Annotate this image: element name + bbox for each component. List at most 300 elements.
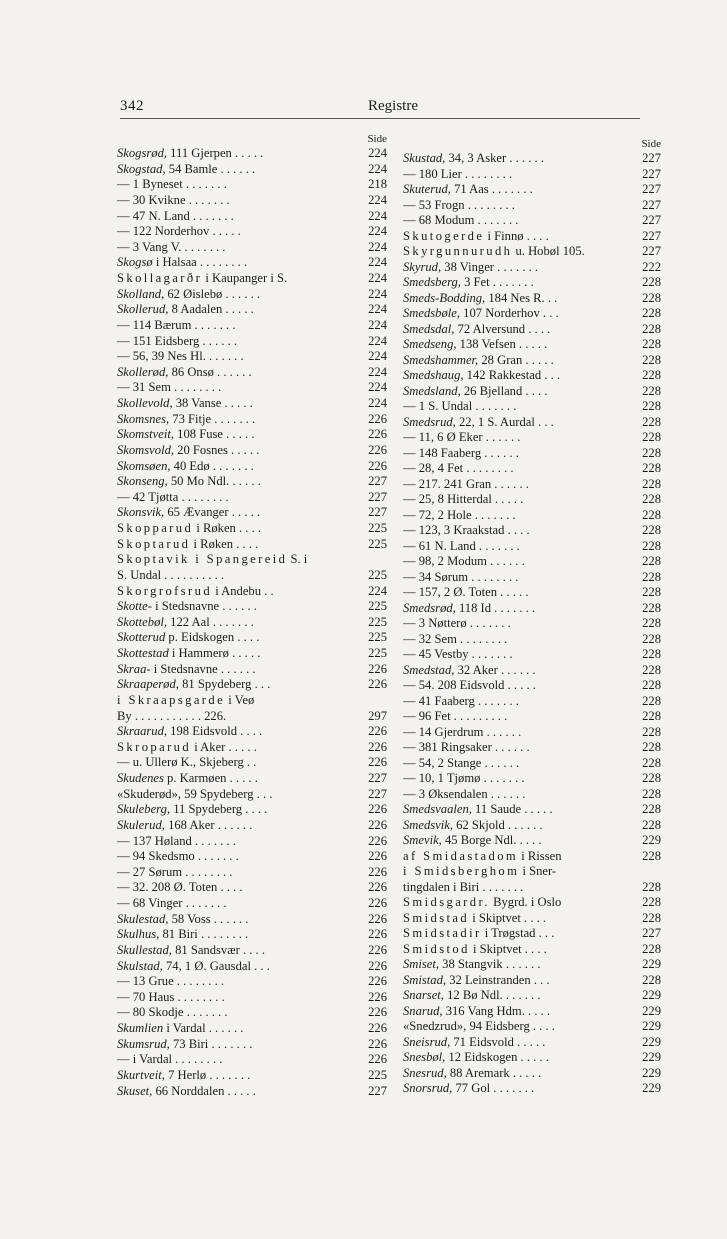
entry-page: 227	[368, 786, 387, 801]
index-entry	[117, 630, 387, 646]
entry-detail: — 3 Øksendalen . . . . . .	[403, 786, 526, 801]
entry-page: 228	[642, 941, 661, 956]
index-entry	[117, 380, 387, 396]
entry-detail: 32 Leinstranden . . .	[446, 972, 550, 987]
entry-text	[403, 1019, 661, 1035]
entry-name: Skotte-	[117, 599, 152, 614]
side-column-label: Side	[367, 133, 387, 145]
entry-detail: i Røken . . . .	[190, 536, 259, 551]
entry-detail: — 381 Ringsaker . . . . . .	[403, 740, 530, 754]
entry-page: 229	[642, 1003, 661, 1018]
entry-detail: — 54. 208 Eidsvold . . . . .	[403, 678, 536, 692]
index-entry	[117, 443, 387, 459]
index-entry	[403, 616, 661, 632]
header-rule	[120, 118, 640, 119]
entry-page: 228	[642, 848, 661, 863]
entry-detail: 142 Rakkestad . . .	[463, 368, 561, 382]
entry-detail: 11 Saude . . . . .	[471, 802, 553, 816]
entry-page: 226	[368, 942, 387, 957]
entry-page: 226	[368, 958, 387, 973]
entry-name: Skomsnes,	[117, 411, 170, 426]
entry-page: 226	[368, 911, 387, 926]
entry-detail: i Skiptvet . . . .	[469, 941, 547, 956]
index-entry	[117, 427, 387, 443]
entry-page: 228	[642, 569, 661, 584]
entry-page: 224	[368, 192, 387, 207]
entry-page: 228	[642, 709, 661, 723]
entry-text	[403, 585, 661, 601]
entry-text	[117, 568, 387, 584]
entry-page: 228	[642, 476, 661, 491]
entry-text	[117, 334, 387, 350]
entry-name: Skulstad,	[117, 958, 163, 973]
index-entry	[403, 725, 661, 741]
entry-text	[117, 677, 387, 693]
entry-detail: — 157, 2 Ø. Toten . . . . .	[403, 585, 529, 599]
entry-detail: 86 Onsø . . . . . .	[168, 364, 252, 379]
entry-text	[117, 802, 387, 818]
entry-detail: i Trøgstad . . .	[481, 926, 555, 940]
entry-text	[403, 864, 661, 880]
entry-detail: S. i	[287, 552, 308, 567]
entry-name: Smedsdal,	[403, 321, 455, 336]
entry-text	[117, 255, 387, 271]
entry-detail: — 25, 8 Hitterdal . . . . .	[403, 492, 524, 506]
entry-page: 224	[368, 333, 387, 348]
index-entry	[117, 974, 387, 990]
entry-page: 224	[368, 224, 387, 239]
entry-detail: 28 Gran . . . . .	[478, 352, 554, 367]
index-entry	[403, 895, 661, 911]
entry-page: 228	[642, 879, 661, 894]
entry-name: Skomstveit,	[117, 427, 175, 442]
index-entry	[117, 834, 387, 850]
index-entry	[403, 198, 661, 214]
index-entry	[403, 275, 661, 291]
entry-detail: i Sner-	[519, 864, 557, 878]
entry-name: Snarud,	[403, 1003, 443, 1018]
entry-text	[117, 880, 387, 896]
entry-text	[403, 368, 661, 384]
entry-text	[403, 399, 661, 415]
index-entry	[403, 709, 661, 725]
index-entry	[403, 756, 661, 772]
entry-detail: i Rissen	[518, 848, 562, 863]
entry-page: 225	[368, 536, 387, 551]
entry-page: 226	[368, 661, 387, 676]
entry-page: 228	[642, 771, 661, 785]
entry-name: Skotterud	[117, 630, 166, 645]
entry-detail: 198 Eidsvold . . . .	[167, 724, 263, 739]
index-entry	[117, 490, 387, 506]
entry-page: 228	[642, 306, 661, 320]
entry-name: Smiset,	[403, 957, 440, 971]
index-entry	[403, 1004, 661, 1020]
entry-detail: — 11, 6 Ø Eker . . . . . .	[403, 430, 521, 444]
entry-text	[117, 490, 387, 506]
entry-text	[117, 302, 387, 318]
entry-detail: 20 Fosnes . . . . .	[174, 442, 260, 457]
index-entry	[403, 973, 661, 989]
index-entry	[117, 849, 387, 865]
entry-page: 226	[368, 724, 387, 739]
entry-detail: S. Undal . . . . . . . . . .	[117, 567, 225, 582]
index-entry	[117, 927, 387, 943]
index-entry	[403, 678, 661, 694]
entry-page: 297	[368, 708, 387, 723]
entry-detail: 168 Aker . . . . . .	[164, 817, 253, 832]
entry-text	[117, 974, 387, 990]
entry-detail: — 45 Vestby . . . . . . .	[403, 647, 513, 661]
entry-detail: — 151 Eidsberg . . . . . .	[117, 333, 238, 348]
entry-name: Skollerud,	[117, 302, 169, 317]
index-entry	[117, 412, 387, 428]
index-entry	[117, 537, 387, 553]
entry-detail: 32 Aker . . . . . .	[454, 662, 536, 677]
entry-name: Skuset,	[117, 1083, 153, 1098]
entry-page: 229	[642, 957, 661, 971]
entry-detail: — 32. 208 Ø. Toten . . . .	[117, 880, 243, 895]
index-entry	[117, 552, 387, 568]
entry-text	[403, 275, 661, 291]
entry-name-spaced: Skopparud	[117, 521, 194, 535]
entry-detail: — 94 Skedsmo . . . . . . .	[117, 849, 239, 864]
entry-page: 227	[642, 926, 661, 940]
entry-name: Snorsrud,	[403, 1081, 453, 1095]
index-entry	[117, 1005, 387, 1021]
index-entry	[403, 322, 661, 338]
entry-page: 226	[368, 974, 387, 989]
index-entry	[117, 365, 387, 381]
entry-detail: i Veø	[225, 692, 255, 707]
entry-text	[117, 162, 387, 178]
index-entry	[403, 585, 661, 601]
entry-text	[403, 306, 661, 322]
index-entry	[117, 209, 387, 225]
entry-page: 224	[368, 396, 387, 410]
index-entry	[403, 430, 661, 446]
entry-detail: — 3 Nøtterø . . . . . . .	[403, 616, 511, 630]
entry-detail: — 98, 2 Modum . . . . . .	[403, 554, 525, 568]
entry-page: 225	[368, 614, 387, 629]
entry-text	[403, 771, 661, 787]
entry-text	[117, 787, 387, 803]
entry-page: 224	[368, 583, 387, 598]
entry-name: Skurtveit,	[117, 1067, 165, 1082]
entry-text	[117, 1037, 387, 1053]
entry-page: 228	[642, 786, 661, 801]
entry-page: 224	[368, 271, 387, 285]
entry-text	[403, 492, 661, 508]
entry-text	[403, 353, 661, 369]
entry-page: 224	[368, 239, 387, 254]
entry-detail: — i Vardal . . . . . . . .	[117, 1052, 223, 1067]
index-entry	[403, 833, 661, 849]
index-entry	[403, 1066, 661, 1082]
entry-detail: 74, 1 Ø. Gausdal . . .	[162, 958, 270, 973]
entry-page: 229	[642, 1034, 661, 1049]
entry-detail: — 80 Skodje . . . . . . .	[117, 1005, 228, 1020]
entry-page: 228	[642, 895, 661, 909]
entry-text	[117, 380, 387, 396]
entry-detail: 88 Aremark . . . . .	[446, 1065, 542, 1080]
entry-detail: u. Hobøl 105.	[512, 244, 585, 258]
entry-detail: — 32 Sem . . . . . . . .	[403, 631, 508, 646]
entry-name: Skolland,	[117, 286, 165, 301]
entry-page: 226	[368, 1052, 387, 1067]
entry-page: 227	[368, 474, 387, 489]
entry-name: Snarset,	[403, 988, 444, 1002]
entry-page: 228	[642, 275, 661, 289]
entry-page: 226	[368, 817, 387, 832]
index-entry	[403, 337, 661, 353]
entry-page: 226	[368, 1036, 387, 1051]
index-entry	[117, 787, 387, 803]
index-entry	[117, 818, 387, 834]
entry-text	[403, 291, 661, 307]
entry-text	[403, 384, 661, 400]
entry-name-spaced: Skorgrofsrud	[117, 583, 213, 598]
entry-detail: — 114 Bærum . . . . . . .	[117, 317, 236, 332]
entry-detail: 65 Ævanger . . . . .	[164, 505, 261, 520]
entry-detail: 77 Gol . . . . . . .	[452, 1081, 535, 1095]
entry-detail: 62 Skjold . . . . . .	[453, 817, 543, 832]
entry-page: 227	[368, 489, 387, 504]
entry-text	[403, 151, 661, 167]
entry-name-spaced: i Smidsberghom	[403, 864, 520, 878]
entry-text	[403, 415, 661, 431]
entry-detail: 38 Vinger . . . . . . .	[441, 259, 539, 274]
entry-detail: — 54, 2 Stange . . . . . .	[403, 755, 520, 770]
entry-detail: 12 Bø Ndl. . . . . . .	[443, 988, 541, 1002]
entry-name: Skottebøl,	[117, 614, 168, 629]
entry-text	[117, 646, 387, 662]
index-entry	[117, 1068, 387, 1084]
entry-text	[117, 818, 387, 834]
entry-page: 225	[368, 646, 387, 660]
index-entry	[117, 1037, 387, 1053]
entry-page: 228	[642, 399, 661, 413]
entry-detail: — 68 Vinger . . . . . . .	[117, 896, 227, 910]
index-entry	[117, 740, 387, 756]
index-entry	[403, 957, 661, 973]
entry-detail: i Røken . . . .	[193, 521, 262, 535]
index-entry	[117, 568, 387, 584]
index-entry	[403, 384, 661, 400]
entry-detail: — 61 N. Land . . . . . . .	[403, 538, 520, 553]
entry-detail: — 96 Fet . . . . . . . . .	[403, 709, 508, 723]
entry-text	[117, 630, 387, 646]
entry-name-spaced: Skutogerde	[403, 228, 485, 243]
entry-name-spaced: Skroparud	[117, 739, 192, 754]
entry-page: 228	[642, 430, 661, 444]
entry-detail: i Andebu . .	[212, 583, 274, 598]
left-column	[117, 134, 387, 1099]
index-entry	[117, 615, 387, 631]
index-entry	[117, 662, 387, 678]
index-entry	[117, 505, 387, 521]
entry-name: Snesbøl,	[403, 1050, 446, 1064]
entry-name: Skraarud,	[117, 724, 168, 739]
entry-name: Snesrud,	[403, 1065, 447, 1080]
index-entry	[403, 740, 661, 756]
entry-text	[403, 833, 661, 849]
entry-text	[117, 271, 387, 287]
entry-name: Smedsvik,	[403, 817, 454, 832]
entry-text	[403, 756, 661, 772]
index-entry	[403, 508, 661, 524]
entry-name: Smedsvaalen,	[403, 802, 472, 816]
index-entry	[403, 601, 661, 617]
entry-page: 227	[642, 166, 661, 181]
entry-page: 229	[642, 1081, 661, 1095]
entry-text	[117, 505, 387, 521]
entry-detail: — 72, 2 Hole . . . . . . .	[403, 507, 516, 522]
entry-name: Skollerød,	[117, 364, 169, 379]
entry-name: Skomsøen,	[117, 458, 171, 473]
index-entry	[403, 663, 661, 679]
entry-text	[403, 1066, 661, 1082]
entry-detail: — 1 Byneset . . . . . . .	[117, 177, 227, 192]
entry-detail: 138 Vefsen . . . . .	[456, 337, 548, 351]
entry-detail: i Stedsnavne . . . . . .	[151, 599, 257, 614]
index-entry	[403, 1035, 661, 1051]
entry-page: 229	[642, 1050, 661, 1064]
entry-detail: 118 Id . . . . . . .	[455, 600, 536, 615]
entry-detail: — 28, 4 Fet . . . . . . . .	[403, 461, 514, 475]
entry-page: 228	[642, 678, 661, 692]
entry-detail: 73 Biri . . . . . . .	[169, 1036, 253, 1051]
entry-detail: — 217. 241 Gran . . . . . .	[403, 476, 529, 491]
entry-name-spaced: Skyrgunnurudh	[403, 244, 513, 258]
entry-detail: 8 Aadalen . . . . .	[168, 302, 254, 317]
entry-detail: 26 Bjelland . . . .	[460, 383, 548, 398]
entry-text	[403, 1004, 661, 1020]
entry-page: 228	[642, 802, 661, 816]
entry-detail: tingdalen i Biri . . . . . . .	[403, 879, 524, 894]
entry-name: Skulerud,	[117, 817, 165, 832]
entry-detail: — 47 N. Land . . . . . . .	[117, 208, 234, 223]
entry-name: Smevik,	[403, 833, 442, 847]
entry-detail: 34, 3 Asker . . . . . .	[445, 151, 544, 165]
index-entry	[117, 521, 387, 537]
entry-name-spaced: Smidstadir	[403, 926, 482, 940]
index-entry	[403, 446, 661, 462]
entry-detail: — u. Ullerø K., Skjeberg . .	[117, 755, 257, 770]
entry-detail: Bygrd. i Oslo	[489, 895, 562, 909]
index-entry	[403, 988, 661, 1004]
entry-text	[117, 412, 387, 428]
entry-text	[403, 213, 661, 229]
index-entry	[403, 306, 661, 322]
entry-page: 224	[368, 364, 387, 379]
entry-detail: — 180 Lier . . . . . . . .	[403, 166, 513, 181]
index-entry	[403, 539, 661, 555]
entry-name: Smedsland,	[403, 383, 461, 398]
running-title: Registre	[368, 98, 418, 114]
entry-text	[403, 198, 661, 214]
entry-text	[403, 988, 661, 1004]
index-entry	[403, 694, 661, 710]
entry-text	[403, 430, 661, 446]
entry-detail: 11 Spydeberg . . . .	[170, 802, 268, 817]
entry-page: 227	[368, 1083, 387, 1098]
entry-detail: 111 Gjerpen . . . . .	[167, 146, 264, 160]
index-entry	[403, 353, 661, 369]
index-entry	[403, 818, 661, 834]
entry-page: 228	[642, 972, 661, 987]
index-entry	[117, 255, 387, 271]
entry-page: 226	[368, 864, 387, 879]
entry-text	[403, 229, 661, 245]
index-entry	[117, 880, 387, 896]
entry-text	[403, 802, 661, 818]
entry-text	[403, 477, 661, 493]
entry-text	[117, 912, 387, 928]
entry-text	[403, 601, 661, 617]
entry-page: 228	[642, 600, 661, 615]
entry-detail: i Stedsnavne . . . . . .	[150, 661, 256, 676]
entry-page: 224	[368, 349, 387, 364]
entry-detail: i Aker . . . . .	[191, 739, 257, 754]
entry-text	[403, 182, 661, 198]
index-entry	[117, 162, 387, 178]
entry-name-spaced: Skollagarðr	[117, 271, 203, 285]
entry-page: 229	[642, 1065, 661, 1080]
entry-text	[403, 740, 661, 756]
index-entry	[403, 911, 661, 927]
entry-text	[403, 322, 661, 338]
entry-detail: — 68 Modum . . . . . . .	[403, 213, 519, 227]
entry-text	[117, 224, 387, 240]
entry-text	[403, 663, 661, 679]
entry-text	[403, 508, 661, 524]
entry-text	[117, 177, 387, 193]
entry-detail: 7 Herlø . . . . . . .	[164, 1067, 251, 1082]
entry-detail: 38 Vanse . . . . .	[172, 396, 253, 410]
entry-detail: «Snedzrud», 94 Eidsberg . . . .	[403, 1019, 555, 1033]
entry-name: Skraa-	[117, 661, 151, 676]
index-entry	[117, 677, 387, 693]
entry-page: 227	[368, 505, 387, 520]
entry-text	[403, 337, 661, 353]
index-entry	[117, 240, 387, 256]
entry-text	[117, 427, 387, 443]
index-entry	[403, 1019, 661, 1035]
entry-detail: p. Eidskogen . . . .	[165, 630, 260, 645]
entry-detail: 12 Eidskogen . . . . .	[445, 1050, 549, 1064]
entry-text	[117, 474, 387, 490]
entry-page: 224	[368, 317, 387, 332]
entry-detail: 38 Stangvik . . . . . .	[439, 957, 541, 971]
entry-text	[117, 943, 387, 959]
entry-page: 224	[368, 255, 387, 270]
index-entry	[403, 260, 661, 276]
entry-page: 226	[368, 802, 387, 817]
entry-text	[117, 552, 387, 568]
index-entry	[403, 1050, 661, 1066]
index-entry	[117, 599, 387, 615]
entry-detail: — 14 Gjerdrum . . . . . .	[403, 724, 522, 739]
entry-text	[117, 755, 387, 771]
entry-detail: — 137 Høland . . . . . . .	[117, 833, 236, 848]
index-entry	[117, 771, 387, 787]
entry-detail: 184 Nes R. . .	[485, 290, 558, 305]
index-entry	[117, 584, 387, 600]
entry-text	[403, 1050, 661, 1066]
entry-name: Smedsberg,	[403, 275, 461, 289]
entry-detail: p. Karmøen . . . . .	[163, 771, 258, 785]
